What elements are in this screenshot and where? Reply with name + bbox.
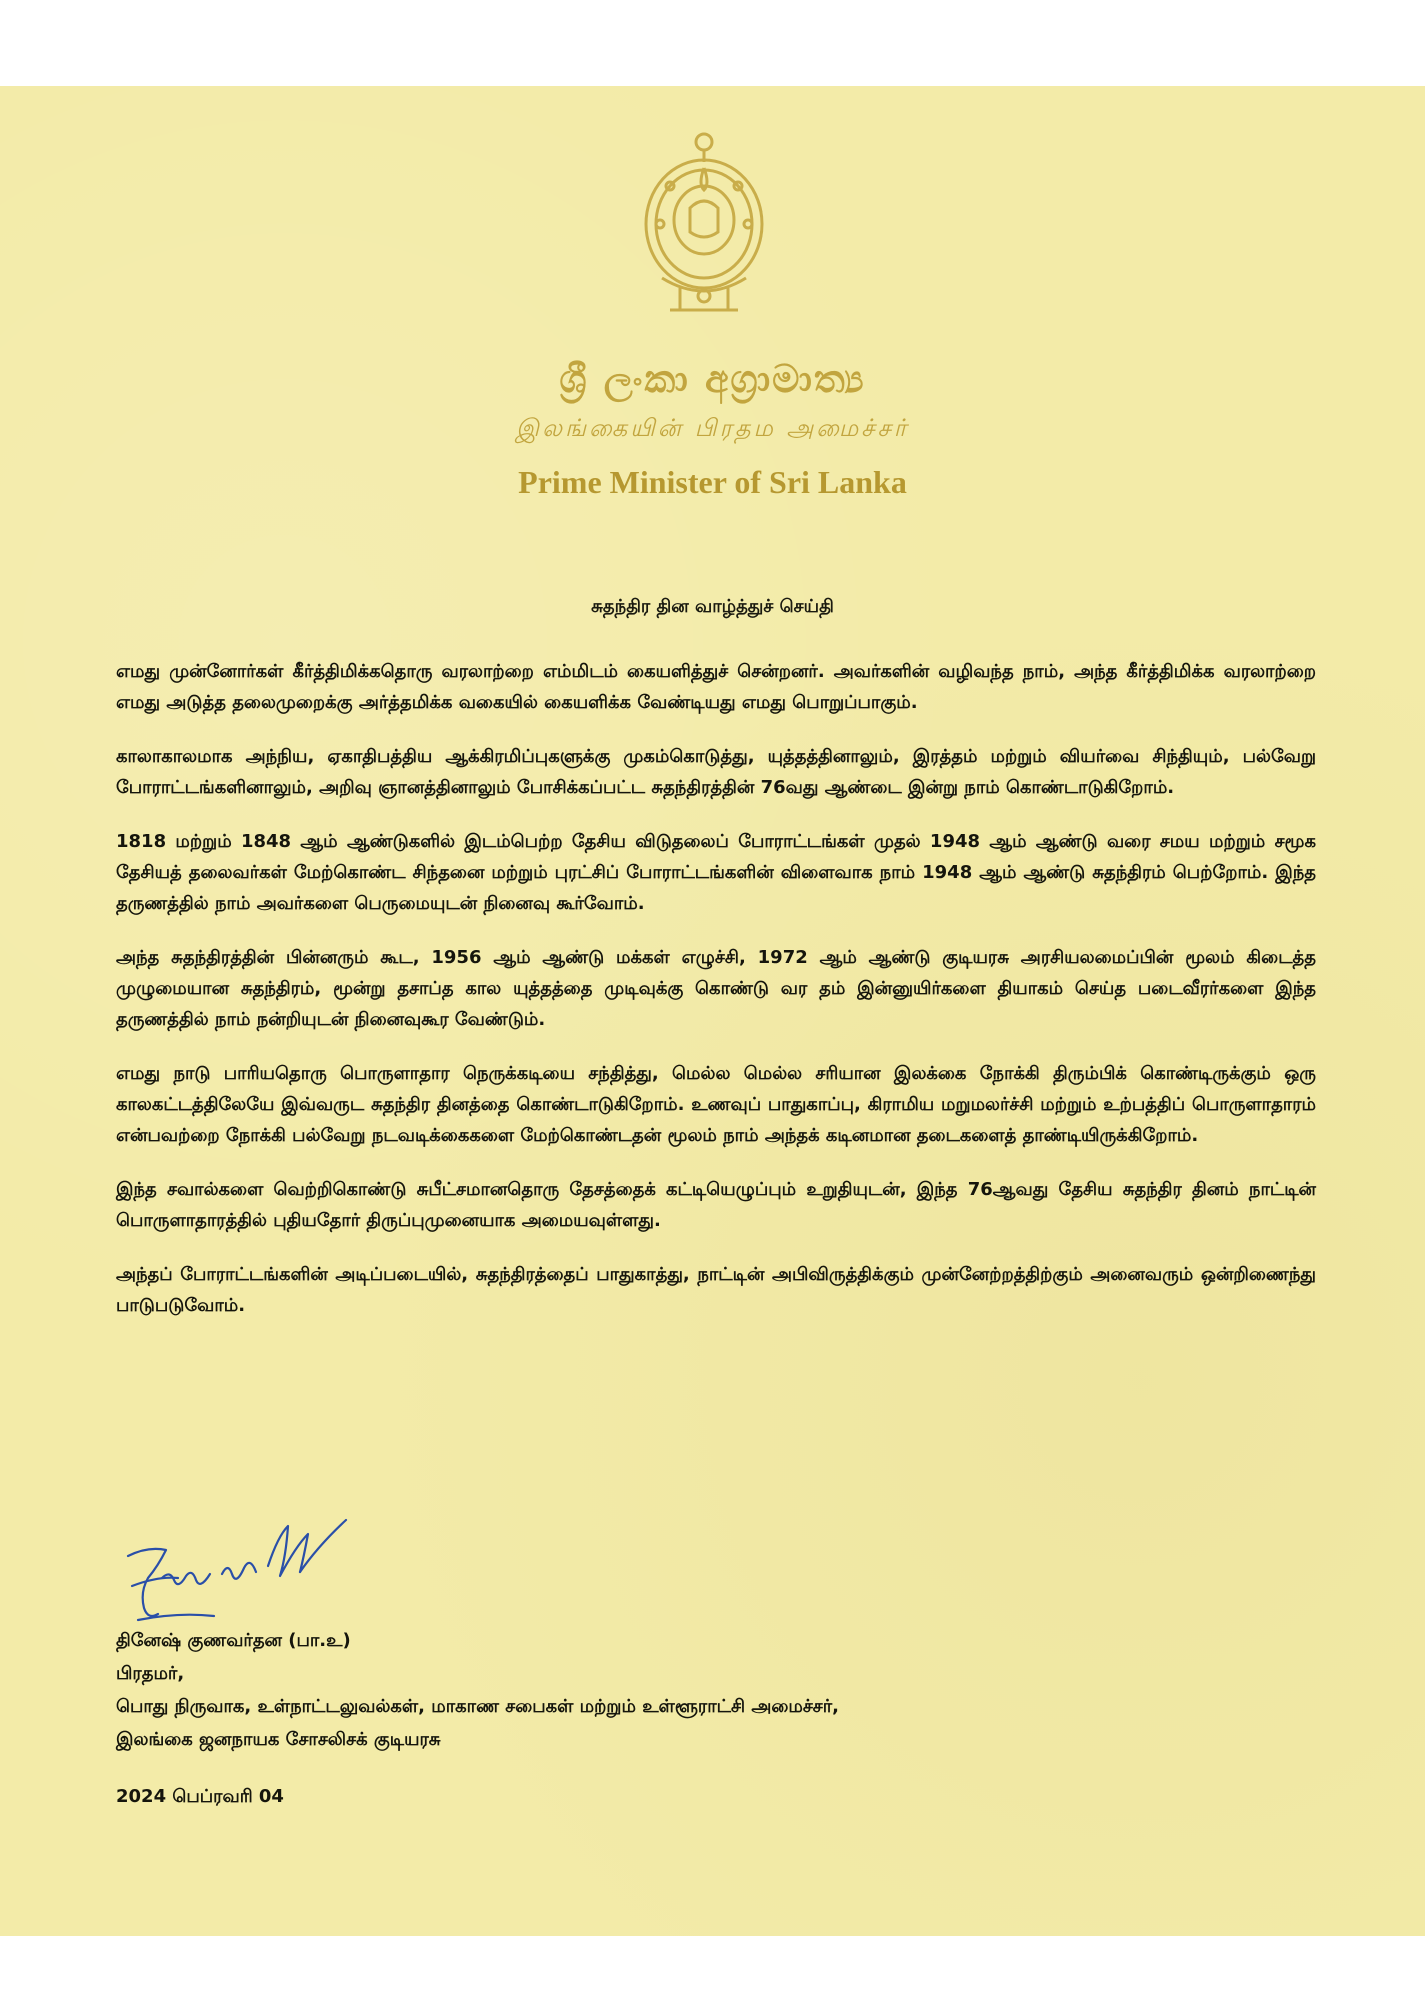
masthead-sinhala: ශ්‍රී ලංකා අග්‍රාමාත්‍ය — [559, 356, 866, 401]
paragraph: காலாகாலமாக அந்நிய, ஏகாதிபத்திய ஆக்கிரமிப்புகளுக்கு முகம்கொடுத்து, யுத்தத்தினாலும், இரத்தம் மற்றும் வியர்வை சிந்தியும், பல்வேறு போராட்டங்களினாலும், அறிவு ஞானத்தினாலும் போசிக்கப்பட்ட சுதந்திரத்தின் 76வது ஆண்டை இன்று நாம் கொண்டாடுகிறோம். — [116, 746, 1316, 798]
paragraph: எமது முன்னோர்கள் கீர்த்திமிக்கதொரு வரலாற்றை எம்மிடம் கையளித்துச் சென்றனர். அவர்களின் வழிவந்த நாம், அந்த கீர்த்திமிக்க வரலாற்றை எமது அடுத்த தலைமுறைக்கு அர்த்தமிக்க வகையில் கையளிக்க வேண்டியது எமது பொறுப்பாகும். — [116, 661, 1316, 713]
document-title: சுதந்திர தின வாழ்த்துச் செய்தி — [591, 596, 834, 617]
signatory-ministry: பொது நிருவாக, உள்நாட்டலுவல்கள், மாகாண சபைகள் மற்றும் உள்ளூராட்சி அமைச்சர், — [116, 1696, 840, 1717]
paragraph: இந்த சவால்களை வெற்றிகொண்டு சுபீட்சமானதொரு தேசத்தைக் கட்டியெழுப்பும் உறுதியுடன், இந்த 76ஆவது தேசிய சுதந்திர தினம் நாட்டின் பொருளாதாரத்தில் புதியதோர் திருப்புமுனையாக அமையவுள்ளது. — [116, 1179, 1316, 1231]
signatory-country: இலங்கை ஜனநாயக சோசலிசக் குடியரசு — [116, 1729, 441, 1750]
sri-lanka-emblem-icon — [640, 128, 768, 314]
paragraph: அந்த சுதந்திரத்தின் பின்னரும் கூட, 1956 ஆம் ஆண்டு மக்கள் எழுச்சி, 1972 ஆம் ஆண்டு குடியரசு அரசியலமைப்பின் மூலம் கிடைத்த முழுமையான சுதந்திரம், மூன்று தசாப்த கால யுத்தத்தை முடிவுக்கு கொண்டு வர தம் இன்னுயிர்களை தியாகம் செய்த படைவீரர்களை இந்த தருணத்தில் நாம் நன்றியுடன் நினைவுகூர வேண்டும். — [116, 947, 1316, 1030]
paragraph: அந்தப் போராட்டங்களின் அடிப்படையில், சுதந்திரத்தைப் பாதுகாத்து, நாட்டின் அபிவிருத்திக்கும் முன்னேற்றத்திற்கும் அனைவரும் ஒன்றிணைந்து பாடுபடுவோம். — [116, 1264, 1316, 1316]
paragraph: 1818 மற்றும் 1848 ஆம் ஆண்டுகளில் இடம்பெற்ற தேசிய விடுதலைப் போராட்டங்கள் முதல் 1948 ஆம் ஆண்டு வரை சமய மற்றும் சமூக தேசியத் தலைவர்கள் மேற்கொண்ட சிந்தனை மற்றும் புரட்சிப் போராட்டங்களின் விளைவாக நாம் 1948 ஆம் ஆண்டு சுதந்திரம் பெற்றோம். இந்த தருணத்தில் நாம் அவர்களை பெருமையுடன் நினைவு கூர்வோம். — [116, 831, 1316, 914]
signatory-name: தினேஷ் குணவர்தன (பா.உ) — [116, 1630, 351, 1651]
masthead-english: Prime Minister of Sri Lanka — [518, 464, 907, 500]
letter-paper — [0, 86, 1425, 1936]
masthead-tamil: இலங்கையின் பிரதம அமைச்சர் — [515, 414, 910, 442]
signatory-block — [116, 1624, 839, 1756]
message-body — [116, 656, 1316, 1344]
signature — [118, 1516, 368, 1636]
letter-date: 2024 பெப்ரவரி 04 — [116, 1786, 284, 1807]
signatory-role: பிரதமர், — [116, 1663, 185, 1684]
paragraph: எமது நாடு பாரியதொரு பொருளாதார நெருக்கடியை சந்தித்து, மெல்ல மெல்ல சரியான இலக்கை நோக்கி திரும்பிக் கொண்டிருக்கும் ஒரு காலகட்டத்திலேயே இவ்வருட சுதந்திர தினத்தை கொண்டாடுகிறோம். உணவுப் பாதுகாப்பு, கிராமிய மறுமலர்ச்சி மற்றும் உற்பத்திப் பொருளாதாரம் என்பவற்றை நோக்கி பல்வேறு நடவடிக்கைகளை மேற்கொண்டதன் மூலம் நாம் அந்தக் கடினமான தடைகளைத் தாண்டியிருக்கிறோம். — [116, 1063, 1316, 1146]
